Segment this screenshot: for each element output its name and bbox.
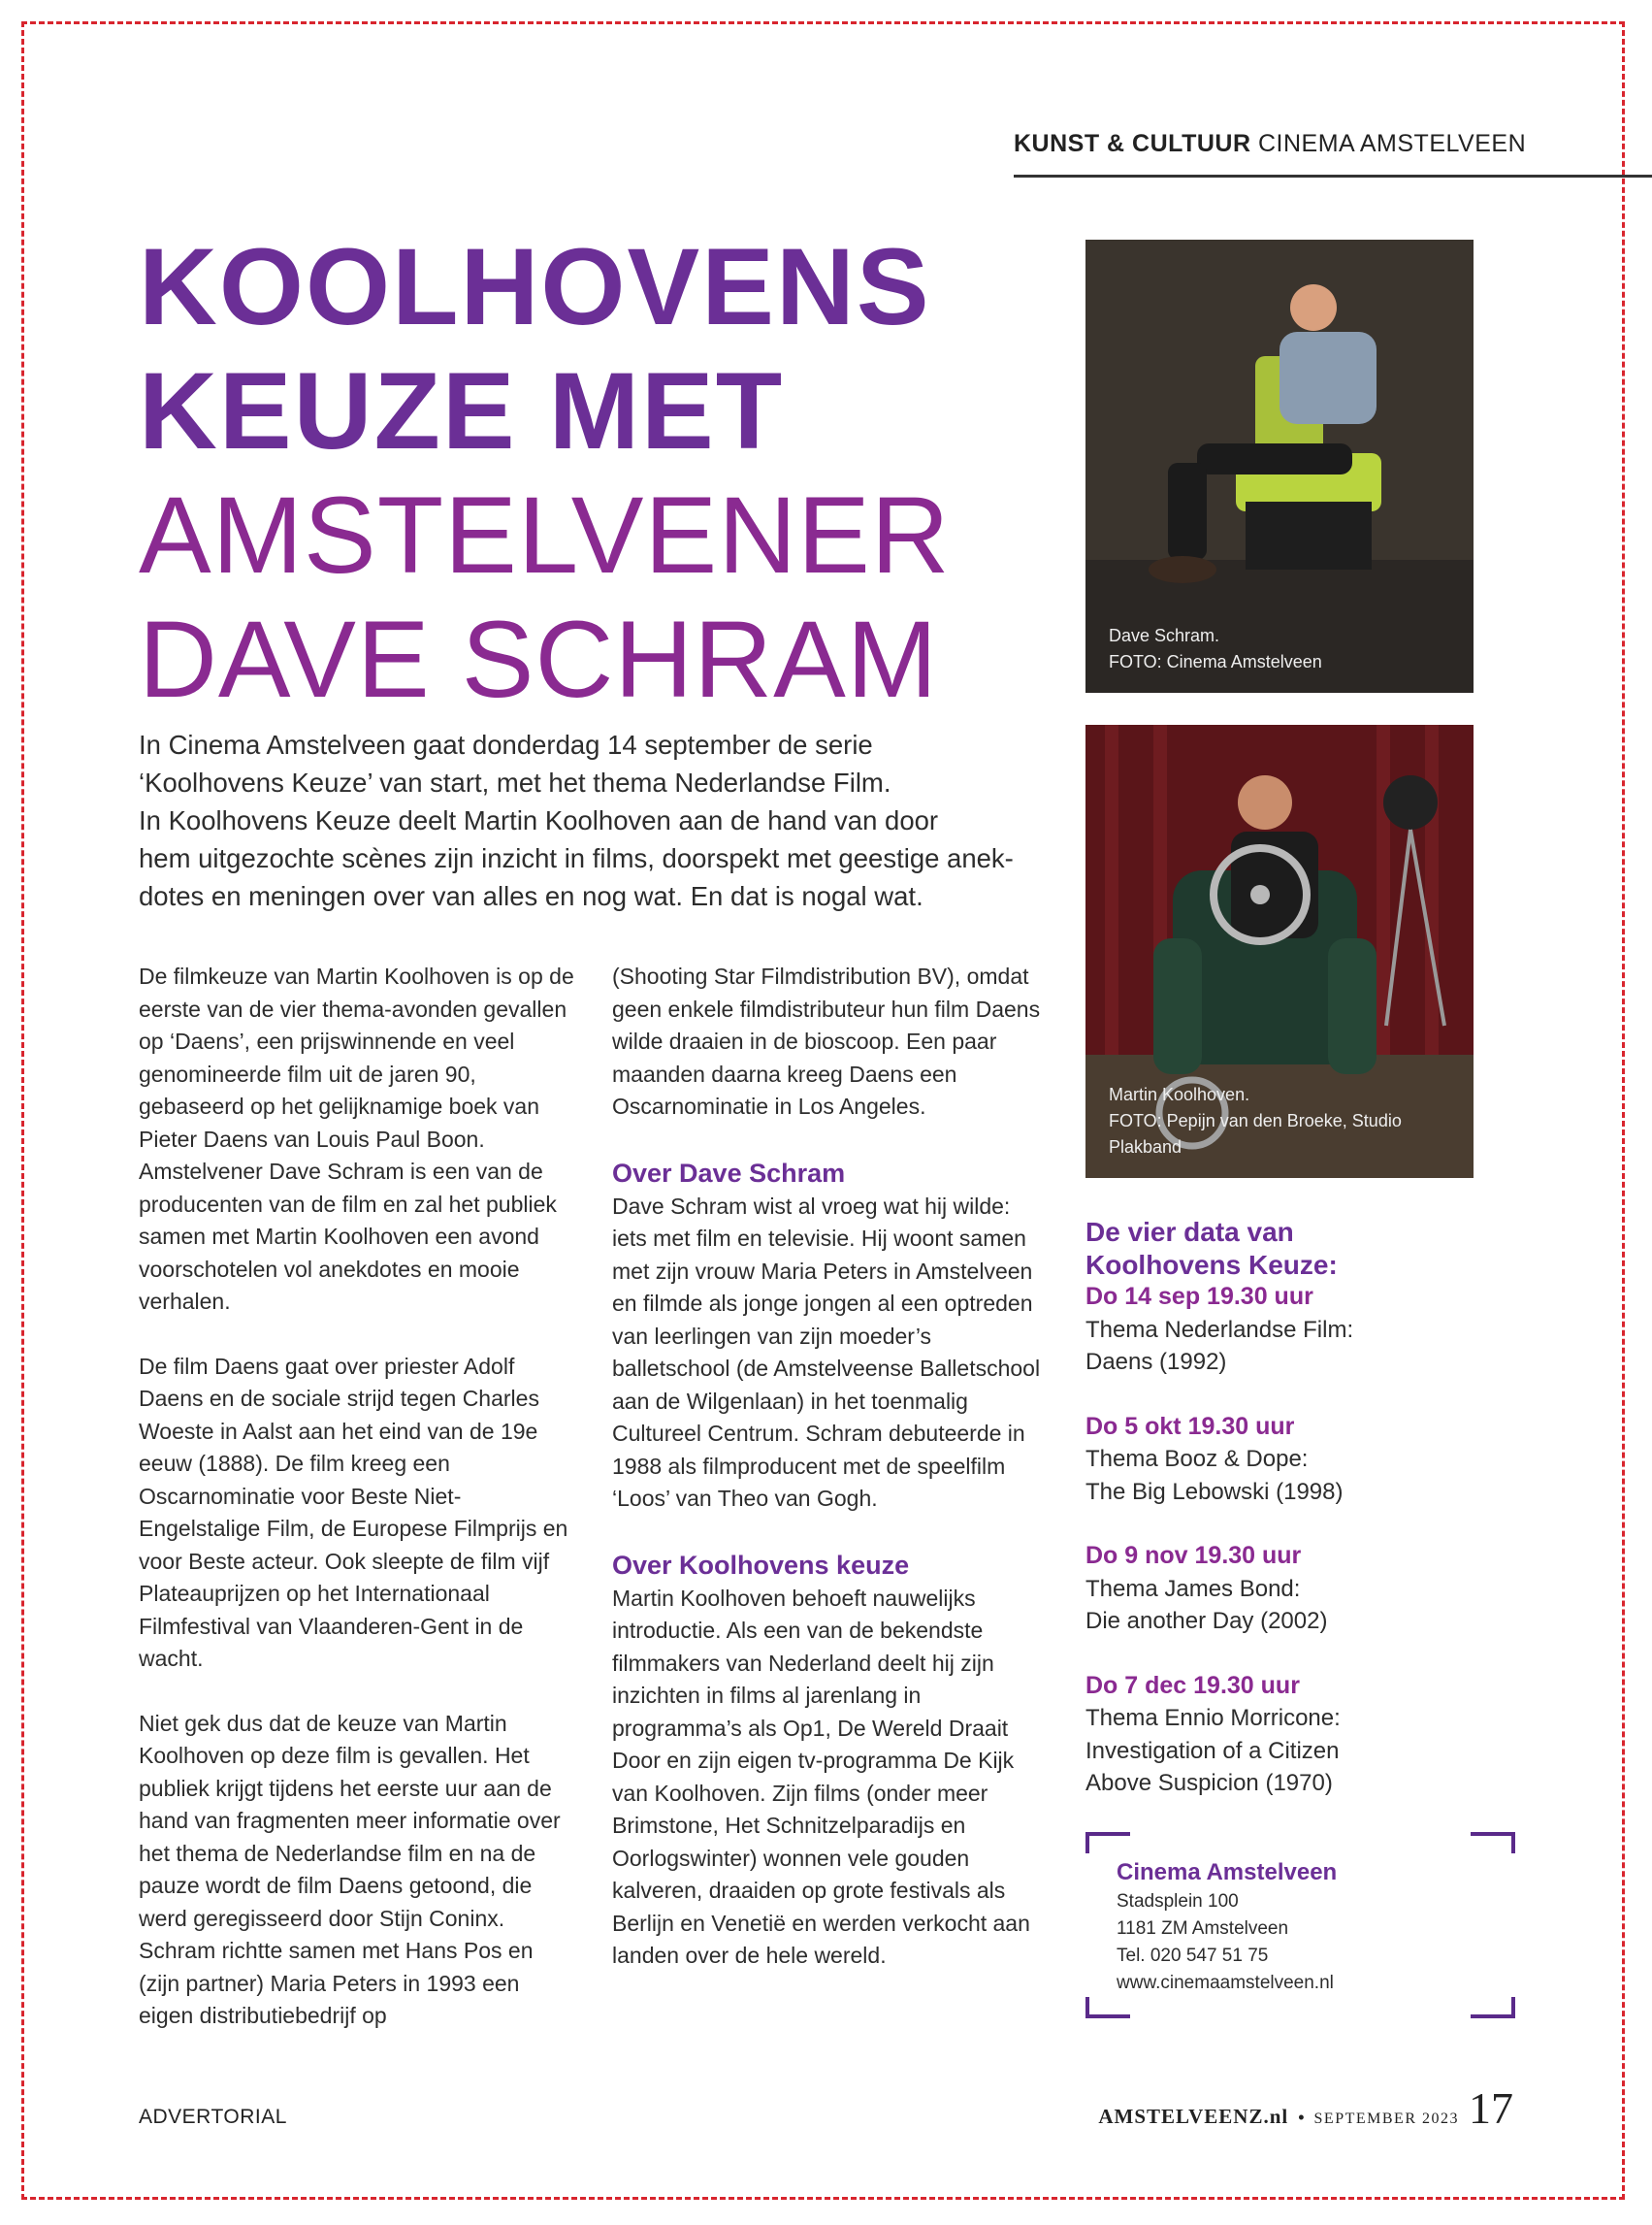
footer-bullet: • [1298, 2108, 1305, 2127]
page-number: 17 [1469, 2083, 1513, 2133]
event-film: Daens (1992) [1085, 1349, 1227, 1375]
frame-corner [1085, 1997, 1130, 2018]
headline-line-2: KEUZE MET [139, 350, 785, 472]
intro-line: In Koolhovens Keuze deelt Martin Koolhoven aan de hand van door [139, 805, 939, 835]
photo-caption-name: Martin Koolhoven. [1109, 1085, 1250, 1104]
body-column-1 [139, 961, 575, 2065]
event-date: Do 14 sep 19.30 uur [1085, 1283, 1313, 1310]
frame-corner [1085, 1832, 1130, 1853]
event-film-continued: Above Suspicion (1970) [1085, 1770, 1333, 1796]
headline [139, 225, 992, 722]
venue-city: 1181 ZM Amstelveen [1117, 1918, 1289, 1939]
event-theme: Thema Ennio Morricone: [1085, 1705, 1341, 1731]
body-paragraph: (Shooting Star Filmdistribution BV), omdat geen enkele filmdistributeur hun film Daens wilde draaien in de bioscoop. Een paar maanden daarna kreeg Daens een Oscarnominatie in Los Angeles. [612, 964, 1041, 1119]
event-date-item [1085, 1411, 1493, 1509]
venue-website-link[interactable]: www.cinemaamstelveen.nl [1117, 1973, 1334, 1993]
venue-name: Cinema Amstelveen [1117, 1859, 1338, 1885]
photo-caption-name: Dave Schram. [1109, 626, 1220, 645]
magazine-logo: AMSTELVEENZ.nl [1098, 2105, 1289, 2128]
intro-line: dotes en meningen over van alles en nog wat. En dat is nogal wat. [139, 881, 923, 911]
photo-dave-schram [1085, 240, 1474, 693]
address-text [1117, 1857, 1337, 1997]
section-header [1014, 130, 1526, 158]
body-column-2 [612, 961, 1049, 2005]
section-subcategory: CINEMA AMSTELVEEN [1257, 130, 1527, 157]
subheading-koolhovens-keuze: Over Koolhovens keuze [612, 1550, 910, 1580]
section-rule [1014, 175, 1652, 178]
event-date-item [1085, 1540, 1493, 1638]
dates-heading-line-1: De vier data van [1085, 1217, 1294, 1247]
headline-line-3: AMSTELVENER [139, 474, 951, 596]
intro-line: In Cinema Amstelveen gaat donderdag 14 september de serie [139, 730, 873, 760]
intro-line: ‘Koolhovens Keuze’ van start, met het thema Nederlandse Film. [139, 768, 891, 798]
body-paragraph: Dave Schram wist al vroeg wat hij wilde: iets met film en televisie. Hij woont samen met zijn vrouw Maria Peters in Amstelveen en filmde als jonge jongen al een optreden van leerlingen van zijn moeder’s balletschool (de Amstelveense Balletschool aan de Wilgenlaan) in het toenmalig Cultureel Centrum. Schram debuteerde in 1988 als filmproducent met de speelfilm ‘Loos’ van Theo van Gogh. [612, 1193, 1041, 1511]
body-paragraph: Niet gek dus dat de keuze van Martin Koolhoven op deze film is gevallen. Het publiek krijgt tijdens het eerste uur aan de hand van fragmenten meer informatie over het thema de Nederlandse film en na de pauze wordt de film Daens getoond, die werd geregisseerd door Stijn Coninx. Schram richtte samen met Hans Pos en (zijn partner) Maria Peters in 1993 een eigen distributiebedrijf op [139, 1710, 561, 2028]
section-category: KUNST & CULTUUR [1014, 130, 1251, 157]
event-film: The Big Lebowski (1998) [1085, 1478, 1344, 1505]
dates-heading-line-2: Koolhovens Keuze: [1085, 1249, 1338, 1280]
body-paragraph: De filmkeuze van Martin Koolhoven is op de eerste van de vier thema-avonden gevallen op ‘Daens’, een prijswinnende en veel genomineerde film uit de jaren 90, gebaseerd op het gelijknamige boek van Pieter Daens van Louis Paul Boon. Amstelvener Dave Schram is een van de producenten van de film en zal het publiek samen met Martin Koolhoven een avond voorschotelen vol anekdotes en mooie verhalen. [139, 964, 574, 1314]
event-date: Do 7 dec 19.30 uur [1085, 1671, 1300, 1699]
headline-line-1: KOOLHOVENS [139, 226, 931, 347]
address-box [1085, 1832, 1515, 2018]
subheading-dave-schram: Over Dave Schram [612, 1158, 846, 1188]
event-theme: Thema Nederlandse Film: [1085, 1316, 1354, 1343]
photo-caption [1109, 1082, 1474, 1161]
headline-line-4: DAVE SCHRAM [139, 599, 939, 720]
event-date: Do 9 nov 19.30 uur [1085, 1542, 1302, 1569]
event-film: Die another Day (2002) [1085, 1608, 1328, 1634]
frame-corner [1471, 1997, 1515, 2018]
issue-month: SEPTEMBER 2023 [1313, 2110, 1459, 2127]
event-theme: Thema Booz & Dope: [1085, 1446, 1309, 1472]
venue-street: Stadsplein 100 [1117, 1891, 1239, 1912]
body-paragraph: Martin Koolhoven behoeft nauwelijks introductie. Als een van de bekendste filmmakers van Nederland deelt hij zijn inzichten in films al jarenlang in programma’s als Op1, De Wereld Draait Door en zijn eigen tv-programma De Kijk van Koolhoven. Zijn films (onder meer Brimstone, Het Schnitzelparadijs en Oorlogswinter) wonnen vele gouden kalveren, draaiden op grote festivals als Berlijn en Venetië en werden verkocht aan landen over de hele wereld. [612, 1585, 1030, 1968]
photo-caption-credit: FOTO: Pepijn van den Broeke, Studio Plakband [1109, 1111, 1402, 1157]
event-date: Do 5 okt 19.30 uur [1085, 1412, 1295, 1440]
body-paragraph: De film Daens gaat over priester Adolf Daens en de sociale strijd tegen Charles Woeste in Aalst aan het eind van de 19e eeuw (1888). De film kreeg een Oscarnominatie voor Beste Niet-Engelstalige Film, de Europese Filmprijs en voor Beste acteur. Ook sleepte de film vijf Plateauprijzen op het Internationaal Filmfestival van Vlaanderen-Gent in de wacht. [139, 1353, 568, 1671]
footer-advertorial-label: ADVERTORIAL [139, 2106, 287, 2128]
footer-folio [1098, 2083, 1513, 2135]
event-date-item [1085, 1281, 1493, 1379]
intro-paragraph [139, 726, 1041, 915]
photo-martin-koolhoven [1085, 725, 1474, 1178]
photo-caption [1109, 623, 1322, 675]
venue-phone: Tel. 020 547 51 75 [1117, 1946, 1269, 1966]
intro-line: hem uitgezochte scènes zijn inzicht in films, doorspekt met geestige anek- [139, 843, 1014, 873]
event-film: Investigation of a Citizen [1085, 1737, 1340, 1764]
frame-corner [1471, 1832, 1515, 1853]
event-theme: Thema James Bond: [1085, 1575, 1301, 1602]
event-date-item [1085, 1670, 1493, 1800]
photo-caption-credit: FOTO: Cinema Amstelveen [1109, 652, 1322, 671]
event-dates [1085, 1216, 1493, 1832]
